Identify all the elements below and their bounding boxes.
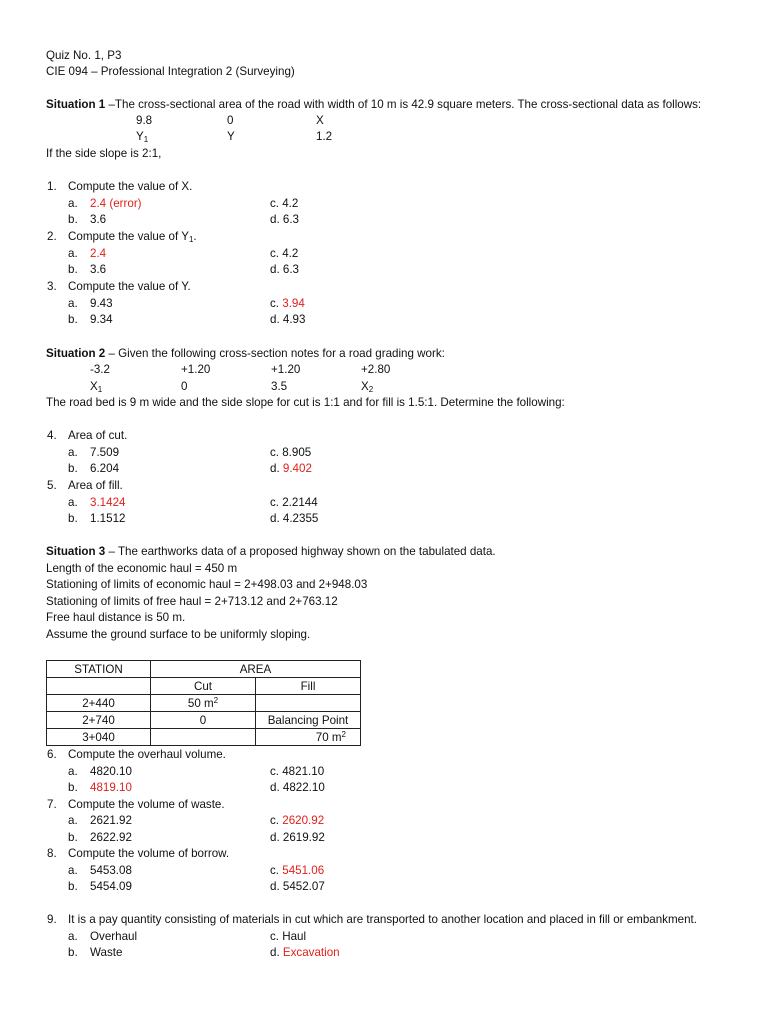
correct-choice: 9.402 [282, 462, 312, 475]
choice: c. 4821.10 [270, 765, 325, 778]
choice: d. 2619.92 [270, 831, 325, 844]
s2-note-value: $X_1$ [90, 380, 103, 394]
question-text: Area of cut. [68, 429, 128, 442]
situation-1-heading: Situation 1 [46, 98, 106, 111]
choice: d. 9.402 [270, 462, 312, 475]
cut-cell [151, 729, 256, 746]
choice-label: b. [68, 512, 78, 525]
choice-label: a. [68, 197, 78, 210]
question-text: Compute the value of X. [68, 180, 193, 193]
choice: c. 8.905 [270, 446, 312, 459]
situation-3-body: – The earthworks data of a proposed highway shown on the tabulated data. [105, 545, 496, 558]
correct-choice: 2620.92 [282, 814, 325, 827]
choice: c. 2.2144 [270, 496, 318, 509]
question-number: 5. [47, 479, 57, 492]
header-cut: Cut [151, 678, 256, 695]
choice: 5454.09 [90, 880, 132, 893]
choice: 7.509 [90, 446, 120, 459]
choice: d. 4.2355 [270, 512, 319, 525]
choice: 4820.10 [90, 765, 132, 778]
s1-data-value: $Y_1$ [136, 130, 149, 144]
header-fill: Fill [256, 678, 361, 695]
s1-data-value: Y [227, 130, 235, 143]
choice-label: b. [68, 462, 78, 475]
choice: 3.6 [90, 263, 107, 276]
choice-label: b. [68, 213, 78, 226]
table-subheader-row [47, 678, 361, 695]
question-number: 1. [47, 180, 57, 193]
correct-choice: 4819.10 [90, 781, 132, 794]
s3-line: Assume the ground surface to be uniformly sloping. [46, 628, 311, 641]
question-number: 6. [47, 748, 57, 761]
choice: c. 4.2 [270, 247, 299, 260]
choice: 6.204 [90, 462, 120, 475]
choice-label: a. [68, 814, 78, 827]
choice-label: a. [68, 496, 78, 509]
s2-note-value: +2.80 [361, 363, 391, 376]
question-number: 3. [47, 280, 57, 293]
question-text: Compute the overhaul volume. [68, 748, 226, 761]
choice-label: b. [68, 880, 78, 893]
choice: d. 5452.07 [270, 880, 325, 893]
choice: d. 4.93 [270, 313, 306, 326]
choice: 2622.92 [90, 831, 132, 844]
choice: c. 4.2 [270, 197, 299, 210]
choice: c. 3.94 [270, 297, 305, 310]
situation-1-text [46, 97, 701, 114]
question-number: 4. [47, 429, 57, 442]
question-text: Compute the volume of waste. [68, 798, 225, 811]
s2-note-value: 0 [181, 380, 188, 393]
fill-cell: 70 $m^2$ [256, 729, 361, 746]
s2-note-value: +1.20 [181, 363, 211, 376]
s1-data-value: 0 [227, 114, 234, 127]
question-number: 7. [47, 798, 57, 811]
question-text: Compute the value of Y. [68, 280, 191, 293]
table-row [47, 712, 361, 729]
header-area: AREA [151, 661, 361, 678]
choice: 9.34 [90, 313, 113, 326]
choice: 5453.08 [90, 864, 132, 877]
choice-label: a. [68, 247, 78, 260]
fill-cell: Balancing Point [256, 712, 361, 729]
choice: d. Excavation [270, 946, 340, 959]
s2-note-value: 3.5 [271, 380, 288, 393]
table-row [47, 695, 361, 712]
question-number: 2. [47, 230, 57, 243]
question-number: 8. [47, 847, 57, 860]
choice: 9.43 [90, 297, 113, 310]
choice-label: b. [68, 313, 78, 326]
table-header-row [47, 661, 361, 678]
station-cell: 2+440 [47, 695, 151, 712]
choice-label: a. [68, 864, 78, 877]
choice: Waste [90, 946, 123, 959]
choice-label: a. [68, 765, 78, 778]
choice: c. Haul [270, 930, 307, 943]
correct-choice: 3.94 [282, 297, 305, 310]
question-text: Area of fill. [68, 479, 123, 492]
s1-note: If the side slope is 2:1, [46, 147, 162, 160]
correct-choice: 3.1424 [90, 496, 126, 509]
question-number: 9. [47, 913, 57, 926]
situation-2-heading: Situation 2 [46, 347, 106, 360]
choice-label: b. [68, 946, 78, 959]
situation-2-text [46, 346, 445, 363]
course-title: CIE 094 – Professional Integration 2 (Surveying) [46, 65, 295, 78]
station-cell: 3+040 [47, 729, 151, 746]
situation-1-body: –The cross-sectional area of the road with width of 10 m is 42.9 square meters. The cross-sectional data as follows: [105, 98, 702, 111]
choice: 3.6 [90, 213, 107, 226]
correct-choice: 5451.06 [282, 864, 325, 877]
s1-data-value: 1.2 [316, 130, 333, 143]
choice: c. 5451.06 [270, 864, 325, 877]
choice-label: b. [68, 781, 78, 794]
s3-line: Stationing of limits of free haul = 2+713.12 and 2+763.12 [46, 595, 338, 608]
s2-note-value: -3.2 [90, 363, 110, 376]
situation-3-text [46, 544, 496, 561]
choice-label: a. [68, 930, 78, 943]
s2-note: The road bed is 9 m wide and the side slope for cut is 1:1 and for fill is 1.5:1. Determine the following: [46, 396, 565, 409]
correct-choice: 2.4 [90, 247, 107, 260]
question-text: It is a pay quantity consisting of materials in cut which are transported to another location and placed in fill or embankment. [68, 913, 697, 926]
empty-cell [47, 678, 151, 695]
choice: d. 6.3 [270, 263, 300, 276]
choice: c. 2620.92 [270, 814, 325, 827]
situation-2-body: – Given the following cross-section notes for a road grading work: [105, 347, 445, 360]
choice: Overhaul [90, 930, 138, 943]
question-text: Compute the value of $Y_1$. [68, 230, 197, 244]
cut-cell: 50 $m^2$ [151, 695, 256, 712]
correct-choice: Excavation [282, 946, 340, 959]
s2-note-value: +1.20 [271, 363, 301, 376]
choice: d. 4822.10 [270, 781, 325, 794]
s3-line: Free haul distance is 50 m. [46, 611, 186, 624]
correct-choice: 2.4 (error) [90, 197, 142, 210]
quiz-title: Quiz No. 1, P3 [46, 49, 122, 62]
situation-3-heading: Situation 3 [46, 545, 106, 558]
s1-data-value: 9.8 [136, 114, 153, 127]
choice-label: b. [68, 263, 78, 276]
header-station: STATION [47, 661, 151, 678]
s2-note-value: $X_2$ [361, 380, 374, 394]
choice-label: b. [68, 831, 78, 844]
choice-label: a. [68, 297, 78, 310]
question-text: Compute the volume of borrow. [68, 847, 230, 860]
fill-cell [256, 695, 361, 712]
cut-cell: 0 [151, 712, 256, 729]
s3-line: Stationing of limits of economic haul = 2+498.03 and 2+948.03 [46, 578, 368, 591]
choice-label: a. [68, 446, 78, 459]
table-row [47, 729, 361, 746]
choice: 1.1512 [90, 512, 126, 525]
choice: 2621.92 [90, 814, 132, 827]
s1-data-value: X [316, 114, 324, 127]
choice: d. 6.3 [270, 213, 300, 226]
station-cell: 2+740 [47, 712, 151, 729]
earthwork-table [46, 660, 361, 746]
s3-line: Length of the economic haul = 450 m [46, 562, 238, 575]
